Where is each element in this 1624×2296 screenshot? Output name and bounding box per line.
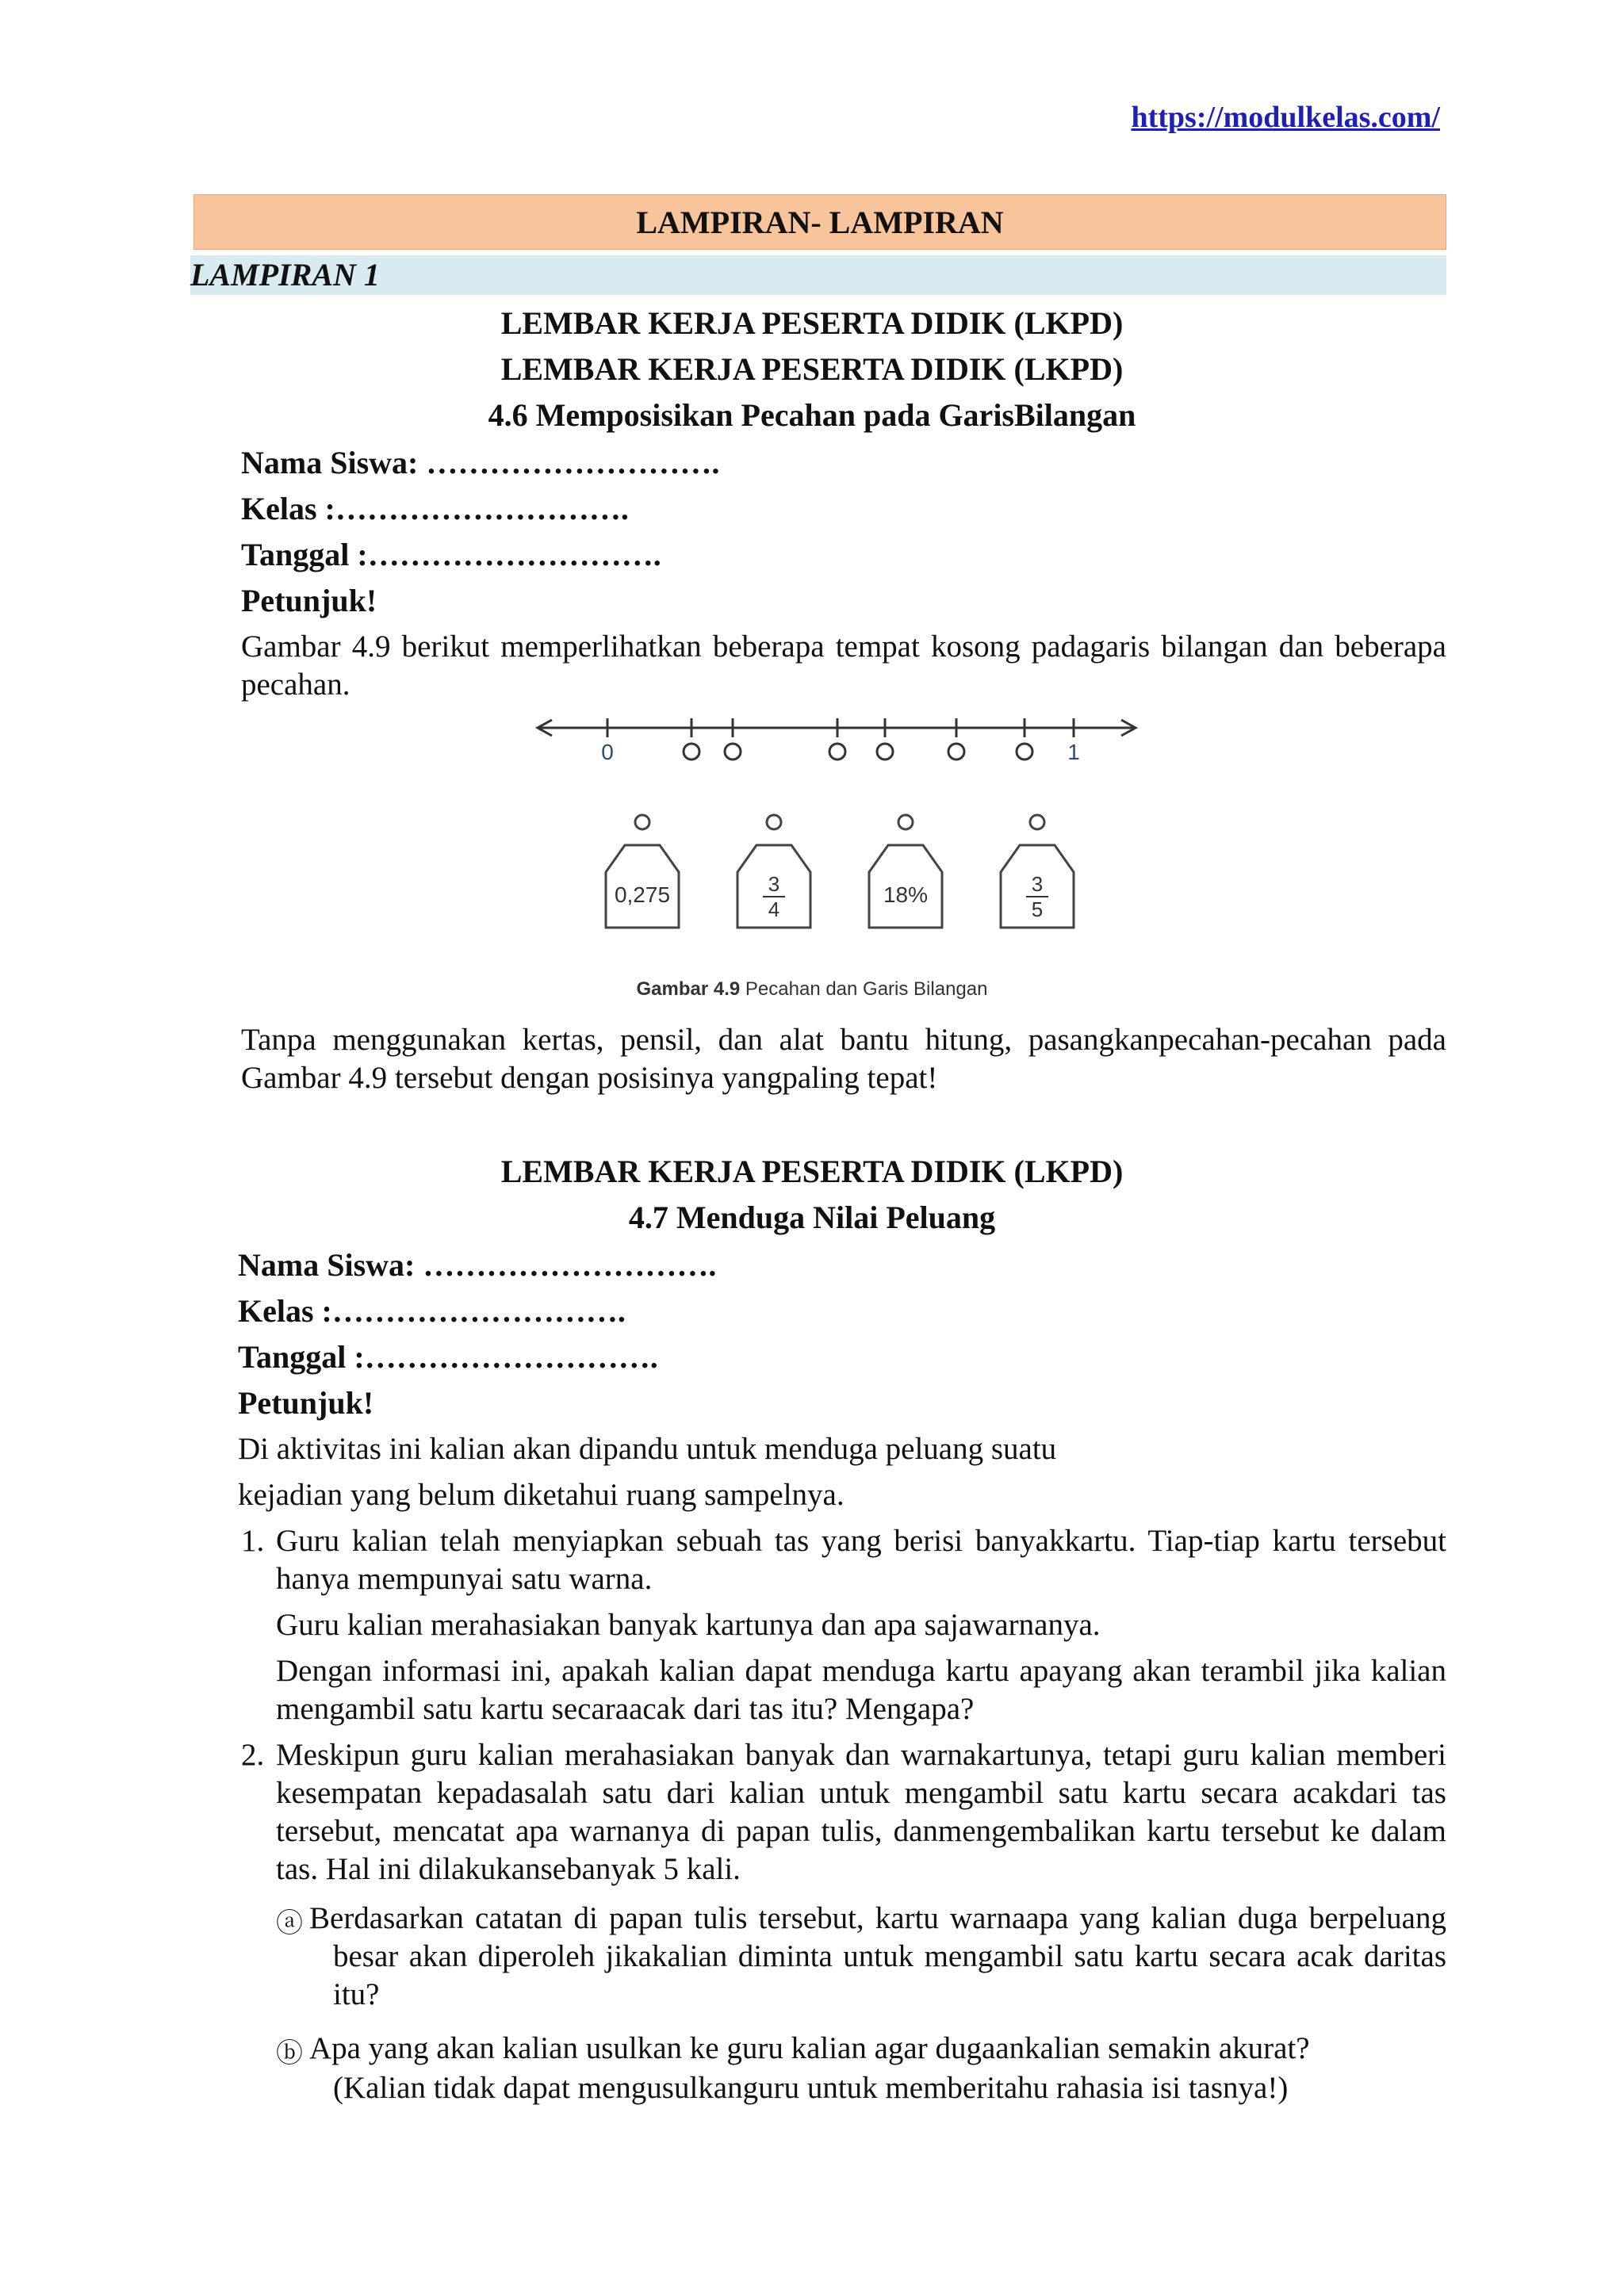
banner-title: LAMPIRAN- LAMPIRAN <box>636 204 1004 240</box>
question-1-text: Guru kalian telah menyiapkan sebuah tas yang berisi banyakkartu. Tiap-tiap kartu tersebut hanya mempunyai satu warna. <box>276 1524 1446 1596</box>
number-line-start-label: 0 <box>601 740 614 764</box>
question-1 <box>241 1522 1446 1598</box>
lkpd1-tanggal-field: Tanggal :………………………. <box>241 537 661 572</box>
question-2-text: Meskipun guru kalian merahasiakan banyak dan warnakartunya, tetapi guru kalian memberi kesempatan kepadasalah satu dari kalian untuk mengambil satu kartu secara acakdari tas tersebut, mencatat apa warnanya di papan tulis, danmengembalikan kartu tersebut ke dalam tas. Hal ini dilakukansebanyak 5 kali. <box>276 1738 1446 1886</box>
question-2b-text: Apa yang akan kalian usulkan ke guru kalian agar dugaankalian semakin akurat? <box>309 2031 1310 2065</box>
lkpd2-intro-line-1: Di aktivitas ini kalian akan dipandu untuk menduga peluang suatu <box>238 1432 1057 1466</box>
lkpd2-nama-field: Nama Siswa: ………………………. <box>238 1247 717 1283</box>
lkpd2-tanggal-field: Tanggal :………………………. <box>238 1339 658 1375</box>
header-url-link[interactable]: https://modulkelas.com/ <box>1131 101 1440 134</box>
question-2b <box>276 2030 1446 2068</box>
lkpd1-petunjuk: Petunjuk! <box>241 583 377 618</box>
lkpd1-kelas-field: Kelas :………………………. <box>241 491 629 526</box>
tag-fraction-b <box>1001 815 1074 928</box>
lkpd1-intro: Gambar 4.9 berikut memperlihatkan beberapa tempat kosong padagaris bilangan dan beberapa pecahan. <box>241 629 1446 702</box>
tag-decimal <box>606 815 679 928</box>
question-1-paragraph-3: Dengan informasi ini, apakah kalian dapat menduga kartu apayang akan terambil jika kalian mengambil satu kartu secaraacak dari tas itu? Mengapa? <box>276 1654 1446 1726</box>
tag-fraction-a-denominator: 4 <box>768 897 780 921</box>
lkpd1-subtitle: 4.6 Memposisikan Pecahan pada GarisBilangan <box>488 397 1136 433</box>
lkpd2-intro-line-2: kejadian yang belum diketahui ruang sampelnya. <box>238 1478 845 1512</box>
lkpd1-task: Tanpa menggunakan kertas, pensil, dan alat bantu hitung, pasangkanpecahan-pecahan pada Gambar 4.9 tersebut dengan posisinya yangpaling tepat! <box>241 1023 1446 1095</box>
question-2a-text: Berdasarkan catatan di papan tulis tersebut, kartu warnaapa yang kalian duga berpeluang besar akan diperoleh jikakalian diminta untuk mengambil satu kartu secara acak daritas itu? <box>309 1901 1446 2011</box>
lampiran-banner <box>193 194 1446 250</box>
question-2b-marker: ⓑ <box>276 2038 303 2069</box>
lkpd2-petunjuk: Petunjuk! <box>238 1385 374 1421</box>
figure-caption <box>0 978 1624 1001</box>
lkpd2-subtitle: 4.7 Menduga Nilai Peluang <box>628 1200 996 1235</box>
question-2a-marker: ⓐ <box>276 1908 303 1939</box>
lkpd1-title-1: LEMBAR KERJA PESERTA DIDIK (LKPD) <box>500 305 1124 341</box>
question-2b-note: (Kalian tidak dapat mengusulkanguru untuk memberitahu rahasia isi tasnya!) <box>333 2071 1289 2105</box>
tag-percent-label: 18% <box>883 882 929 907</box>
lkpd2-title: LEMBAR KERJA PESERTA DIDIK (LKPD) <box>500 1154 1124 1189</box>
question-1-number: 1. <box>241 1524 265 1558</box>
lkpd1-title-2: LEMBAR KERJA PESERTA DIDIK (LKPD) <box>500 351 1124 387</box>
number-line-end-label: 1 <box>1067 740 1080 764</box>
tag-fraction-a-numerator: 3 <box>768 872 780 896</box>
question-2 <box>241 1736 1446 1888</box>
tag-fraction-b-numerator: 3 <box>1031 872 1044 896</box>
question-1-paragraph-2: Guru kalian merahasiakan banyak kartunya dan apa sajawarnanya. <box>276 1608 1101 1642</box>
lampiran-1-label: LAMPIRAN 1 <box>190 255 1446 295</box>
tag-fraction-b-denominator: 5 <box>1031 897 1044 921</box>
figure-caption-text: Pecahan dan Garis Bilangan <box>740 978 988 1000</box>
tag-fraction-a <box>737 815 810 928</box>
tag-decimal-label: 0,275 <box>614 882 671 907</box>
figure-caption-number: Gambar 4.9 <box>636 978 741 1000</box>
number-line-figure <box>523 698 1158 951</box>
lkpd1-nama-field: Nama Siswa: ………………………. <box>241 445 720 480</box>
number-line <box>538 718 1136 760</box>
lkpd2-kelas-field: Kelas :………………………. <box>238 1293 626 1329</box>
question-2a <box>276 1900 1446 2014</box>
question-2-number: 2. <box>241 1738 265 1772</box>
tag-percent <box>869 815 942 928</box>
